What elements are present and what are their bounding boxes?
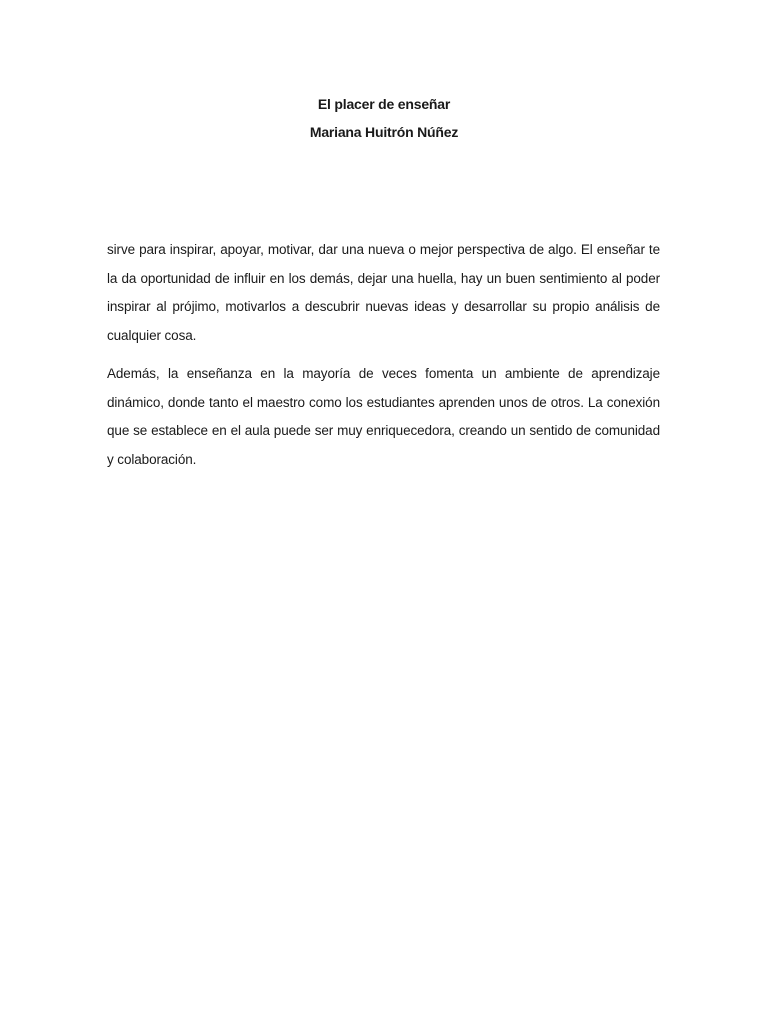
paragraph-1: sirve para inspirar, apoyar, motivar, dar una nueva o mejor perspectiva de algo. El enseñar te la da oportunidad de influir en los demás, dejar una huella, hay un buen sentimiento al poder inspirar al prójimo, motivarlos a descubrir nuevas ideas y desarrollar su propio análisis de cualquier cosa. — [107, 242, 660, 343]
document-title: El placer de enseñar — [317, 96, 451, 112]
paragraph-2: Además, la enseñanza en la mayoría de veces fomenta un ambiente de aprendizaje dinámico, donde tanto el maestro como los estudiantes aprenden unos de otros. La conexión que se establece en el aula puede ser muy enriquecedora, creando un sentido de comunidad y colaboración. — [107, 366, 660, 467]
title-block — [0, 90, 768, 146]
document-body — [107, 236, 660, 484]
document-author: Mariana Huitrón Núñez — [309, 124, 459, 140]
